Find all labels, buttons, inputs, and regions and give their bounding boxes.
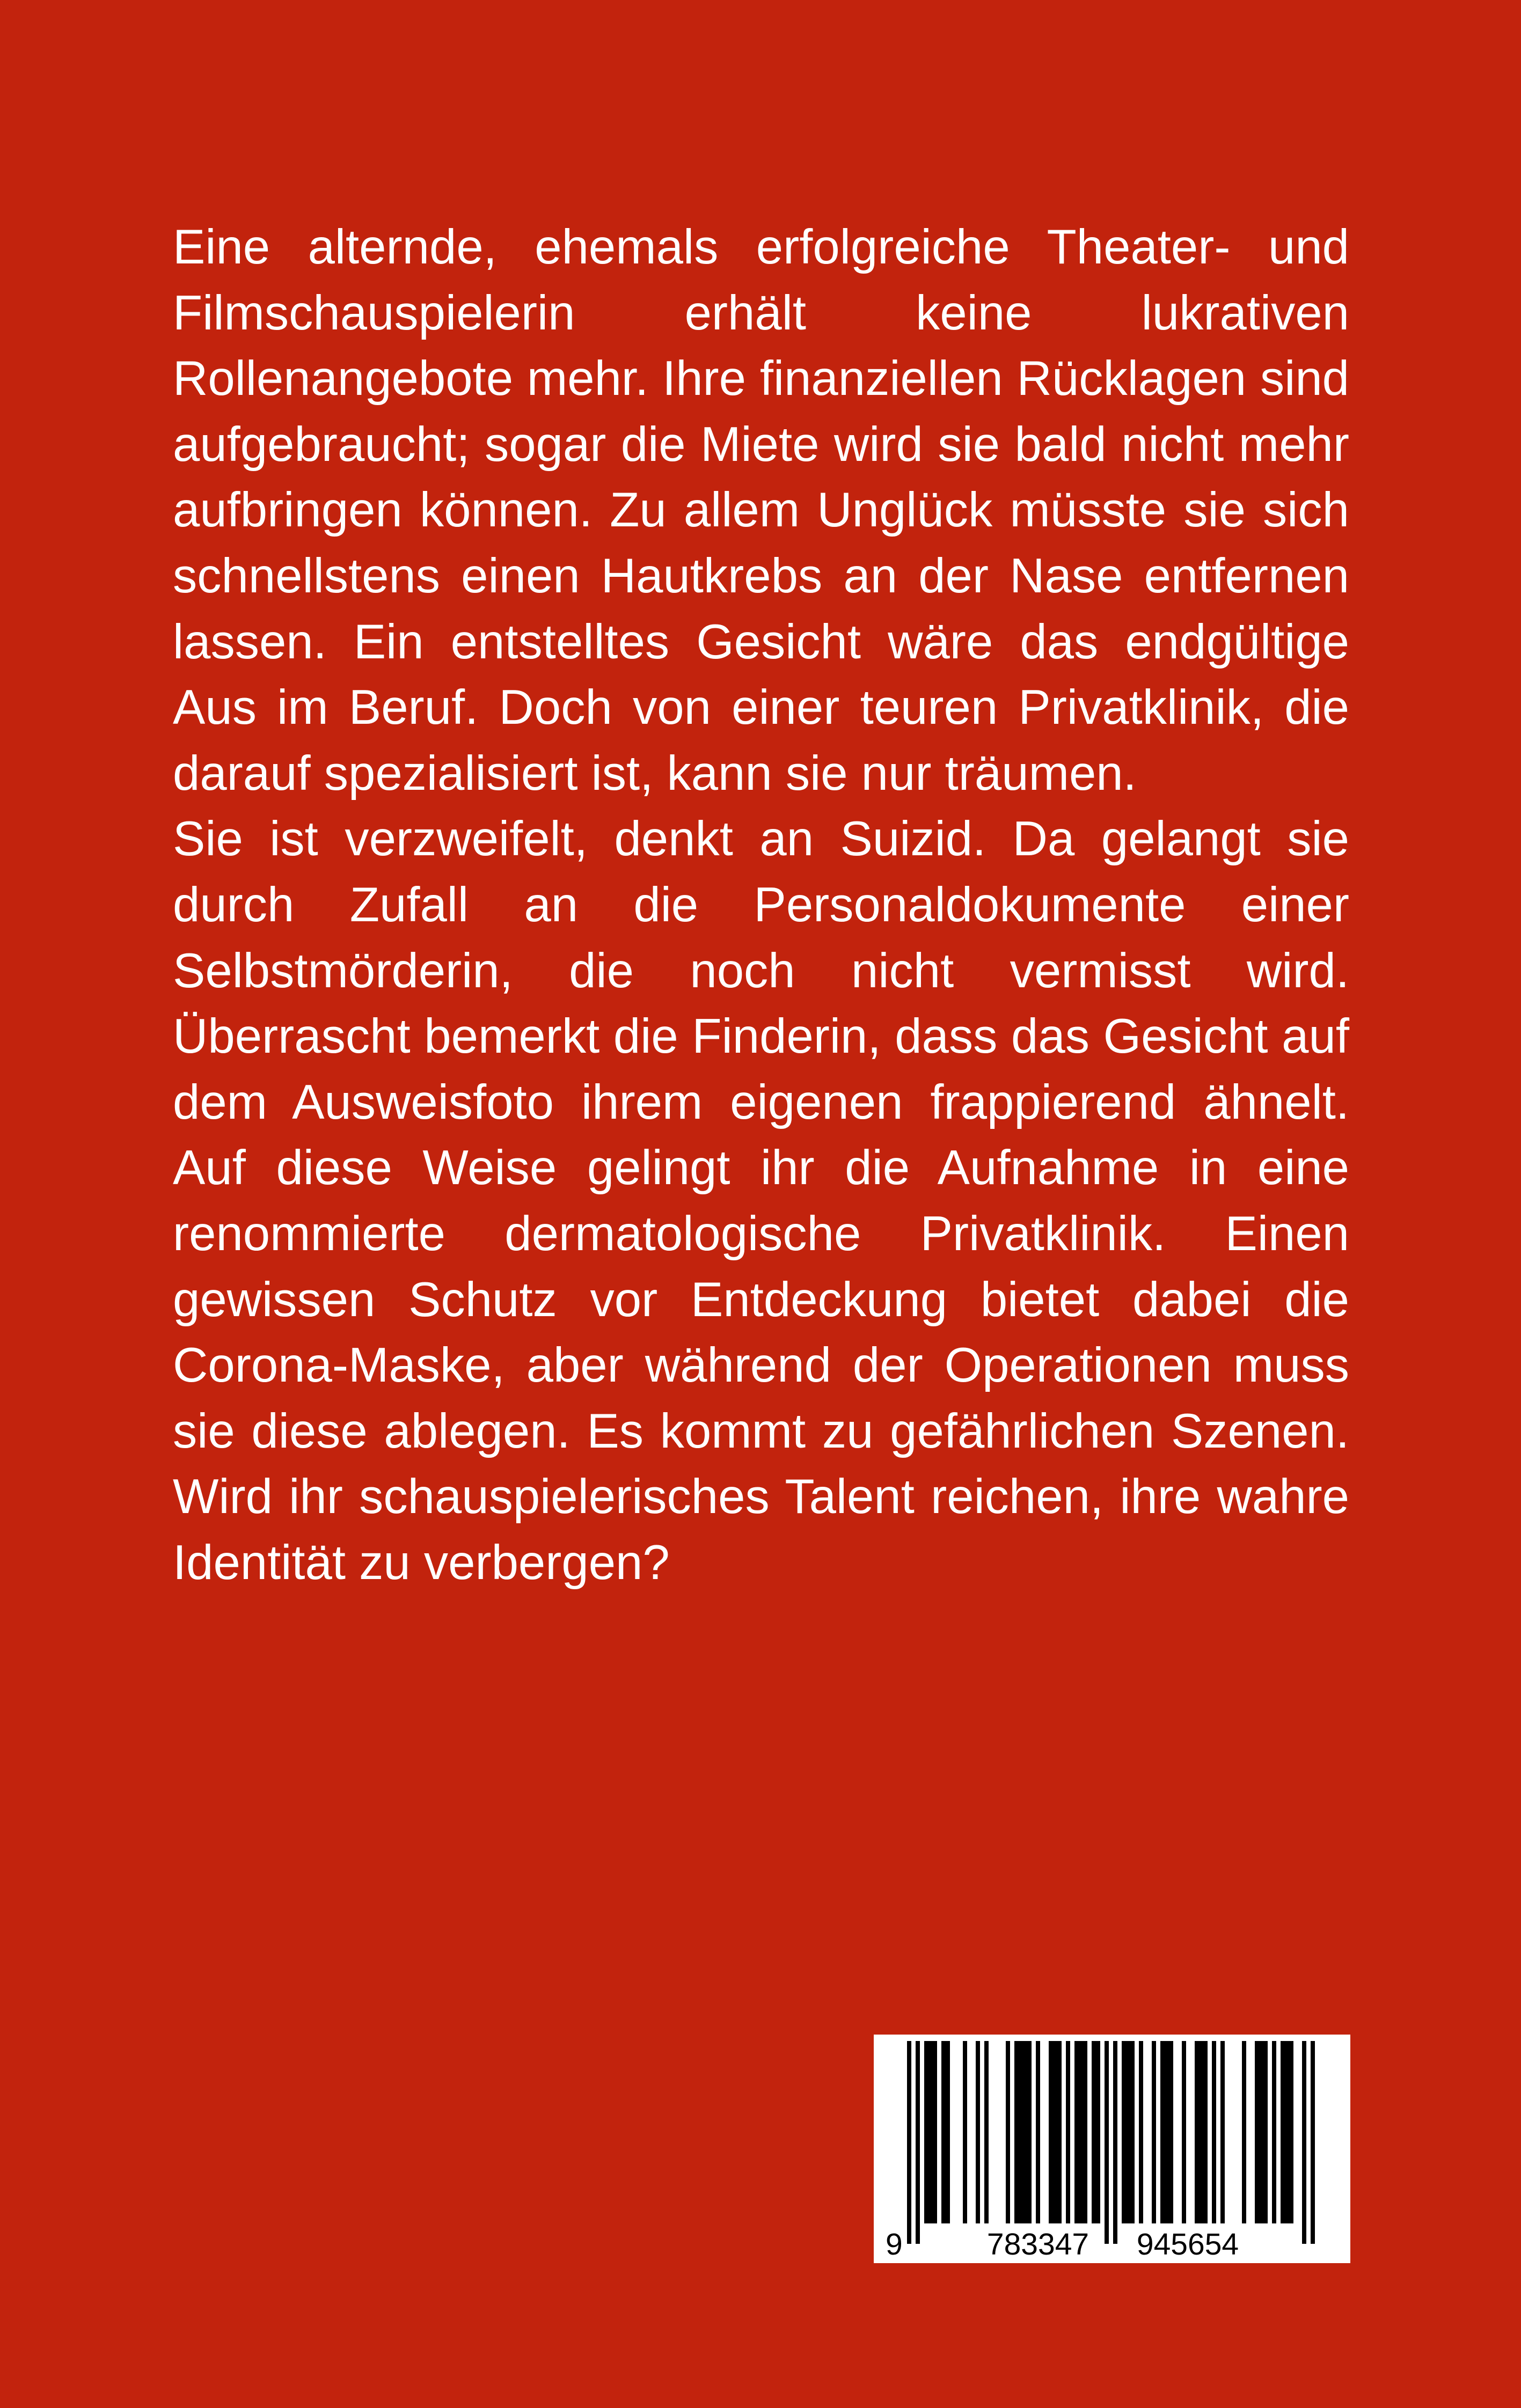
blurb-paragraph-1: Eine alternde, ehemals erfolgreiche Theater- und Filmschauspielerin erhält keine lukrativen Rollenangebote mehr. Ihre finanziellen Rücklagen sind aufgebraucht; sogar die Miete wird sie bald nicht mehr aufbringen können. Zu allem Unglück müsste sie sich schnellstens einen Hautkrebs an der Nase entfernen lassen. Ein entstelltes Gesicht wäre das endgültige Aus im Beruf. Doch von einer teuren Privatklinik, die darauf spezialisiert ist, kann sie nur träumen. xyxy=(173,220,1349,801)
barcode-bar xyxy=(1212,2041,1216,2223)
barcode-bar xyxy=(1074,2041,1087,2223)
barcode-bar xyxy=(924,2041,937,2223)
barcode-guard-bar xyxy=(1105,2041,1109,2244)
barcode-bar xyxy=(1272,2041,1276,2223)
barcode-bar xyxy=(1182,2041,1186,2223)
blurb-paragraph-2: Sie ist verzweifelt, denkt an Suizid. Da gelangt sie durch Zufall an die Personaldokumente einer Selbstmörderin, die noch nicht vermisst wird. Überrascht bemerkt die Finderin, dass das Gesicht auf dem Ausweisfoto ihrem eigenen frappierend ähnelt. Auf diese Weise gelingt ihr die Aufnahme in eine renommierte dermatologische Privatklinik. Einen gewissen Schutz vor Entdeckung bietet dabei die Corona-Maske, aber während der Operationen muss sie diese ablegen. Es kommt zu gefährlichen Szenen. Wird ihr schauspielerisches Talent reichen, ihre wahre Identität zu verbergen? xyxy=(173,812,1349,1590)
barcode-guard-bar xyxy=(916,2041,920,2244)
barcode-bar xyxy=(1281,2041,1293,2223)
barcode-guard-bar xyxy=(907,2041,911,2244)
barcode-bar xyxy=(1220,2041,1225,2223)
barcode-digits-left: 783347 xyxy=(986,2227,1089,2262)
barcode-bar xyxy=(1255,2041,1268,2223)
back-cover-blurb xyxy=(173,215,1349,1596)
barcode-bar xyxy=(1152,2041,1156,2223)
barcode-bar xyxy=(976,2041,980,2223)
barcode-bar xyxy=(1006,2041,1010,2223)
barcode-graphic xyxy=(874,2035,1350,2263)
barcode-digits-right: 945654 xyxy=(1136,2227,1239,2262)
barcode-bar xyxy=(1066,2041,1070,2223)
barcode-bars xyxy=(907,2041,1315,2244)
barcode-guard-bar xyxy=(1113,2041,1117,2244)
barcode-digit-first: 9 xyxy=(886,2227,903,2262)
barcode-bar xyxy=(1014,2041,1032,2223)
barcode-bar xyxy=(1195,2041,1208,2223)
barcode-bar xyxy=(941,2041,950,2223)
isbn-barcode xyxy=(874,2035,1350,2263)
barcode-guard-bar xyxy=(1311,2041,1315,2244)
barcode-bar xyxy=(963,2041,967,2223)
barcode-bar xyxy=(984,2041,989,2223)
barcode-bar xyxy=(1036,2041,1040,2223)
barcode-bar xyxy=(1139,2041,1143,2223)
barcode-bar xyxy=(1092,2041,1100,2223)
barcode-bar xyxy=(1049,2041,1062,2223)
barcode-bar xyxy=(1122,2041,1135,2223)
barcode-bar xyxy=(1242,2041,1246,2223)
barcode-guard-bar xyxy=(1302,2041,1306,2244)
barcode-bar xyxy=(1160,2041,1173,2223)
